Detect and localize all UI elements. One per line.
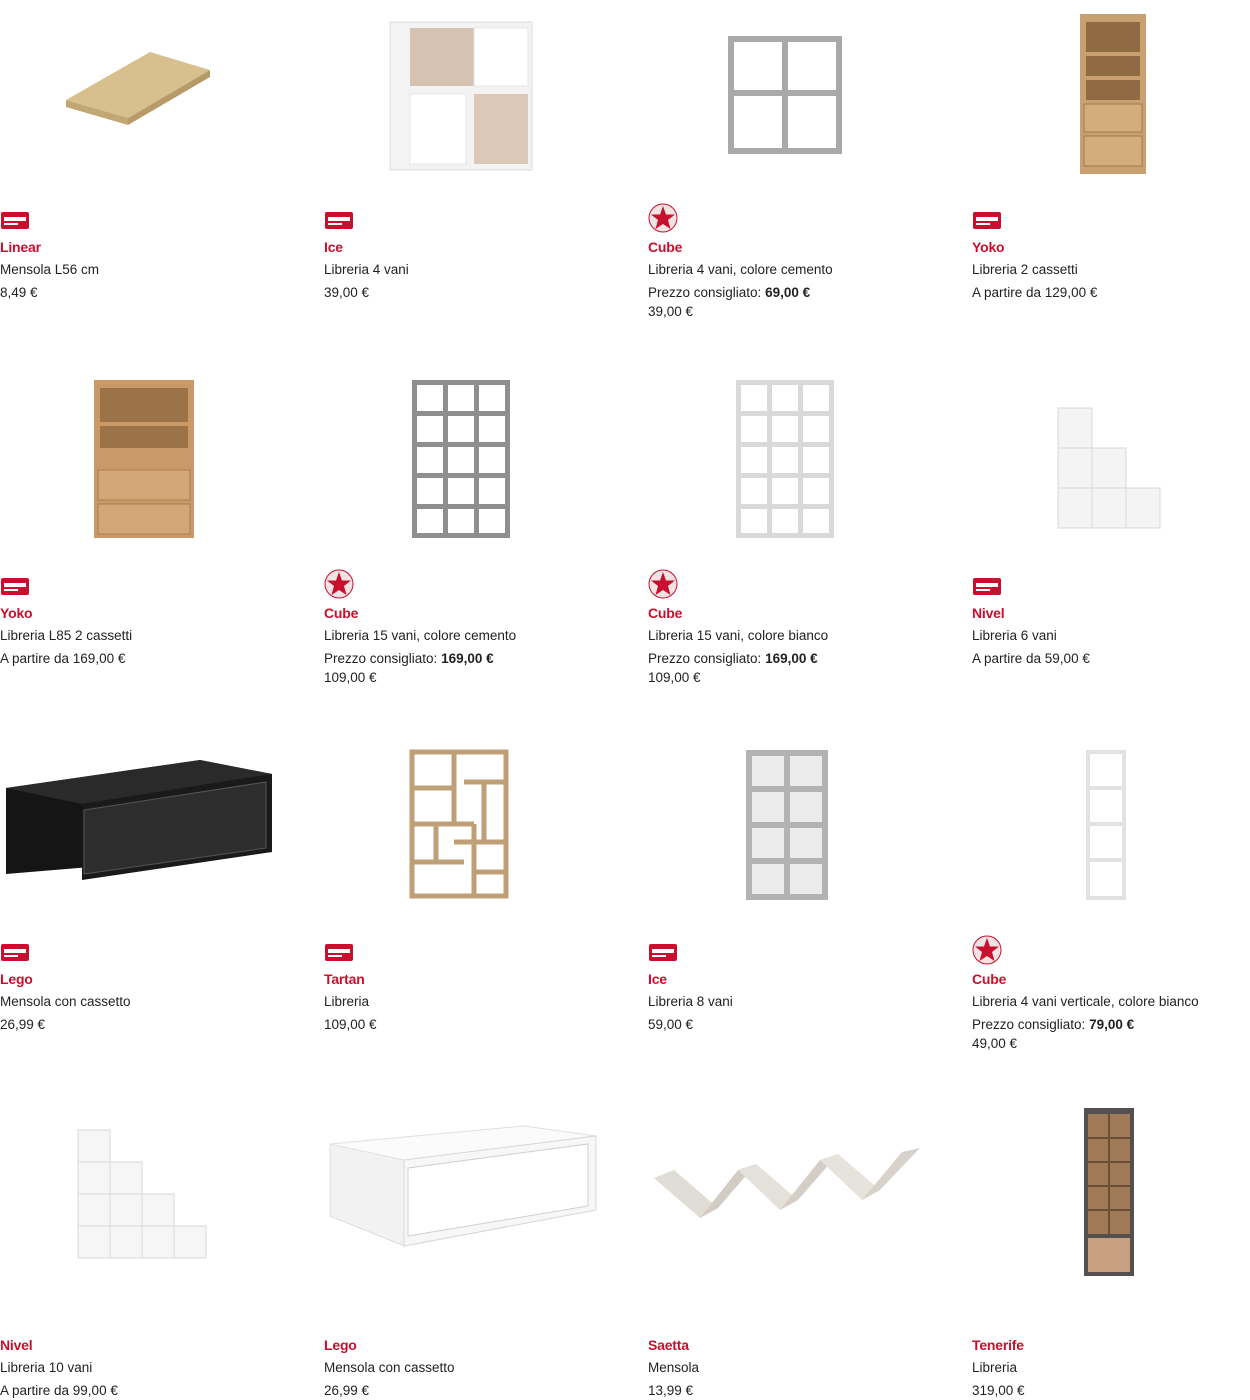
product-image-tall-bookcase[interactable]	[972, 0, 1250, 185]
product-price: A partire da 59,00 €	[972, 651, 1090, 666]
product-price: A partire da 129,00 €	[972, 285, 1098, 300]
product-image-bookcase[interactable]	[324, 0, 604, 185]
product-image-cube-15-grey[interactable]	[324, 366, 604, 551]
product-image-ice-8[interactable]	[648, 732, 928, 917]
product-price: 109,00 €	[648, 670, 701, 685]
product-name[interactable]: Libreria	[972, 1360, 1018, 1375]
product-brand[interactable]: Yoko	[972, 239, 1005, 255]
product-brand[interactable]: Cube	[648, 605, 683, 621]
price-label: Prezzo consigliato:	[324, 651, 438, 666]
card-badge-icon	[324, 937, 354, 967]
card-badge-icon	[0, 205, 30, 235]
product-brand[interactable]: Tartan	[324, 971, 365, 987]
product-image-tenerife-bookcase[interactable]	[972, 1098, 1250, 1283]
price-label: Prezzo consigliato:	[648, 651, 762, 666]
product-name[interactable]: Mensola	[648, 1360, 700, 1375]
best-star-icon	[648, 203, 678, 233]
product-name[interactable]: Libreria 4 vani, colore cemento	[648, 262, 833, 277]
product-price: A partire da 169,00 €	[0, 651, 126, 666]
product-name[interactable]: Libreria 15 vani, colore cemento	[324, 628, 517, 643]
product-brand[interactable]: Lego	[0, 971, 33, 987]
product-name[interactable]: Libreria L85 2 cassetti	[0, 628, 133, 643]
list-price-value: 79,00 €	[1089, 1017, 1135, 1032]
price-label: Prezzo consigliato:	[972, 1017, 1086, 1032]
product-brand[interactable]: Nivel	[972, 605, 1005, 621]
product-price: 26,99 €	[0, 1017, 46, 1032]
product-name[interactable]: Libreria 4 vani	[324, 262, 409, 277]
best-star-icon	[324, 569, 354, 599]
product-name[interactable]: Libreria 6 vani	[972, 628, 1057, 643]
product-price: 13,99 €	[648, 1383, 694, 1398]
product-list-price	[972, 1017, 1134, 1032]
product-name[interactable]: Mensola con cassetto	[0, 994, 131, 1009]
product-brand[interactable]: Ice	[324, 239, 343, 255]
product-image-shelf[interactable]	[0, 0, 280, 185]
list-price-value: 69,00 €	[765, 285, 811, 300]
product-brand[interactable]: Cube	[972, 971, 1007, 987]
product-name[interactable]: Mensola L56 cm	[0, 262, 100, 277]
product-price: 26,99 €	[324, 1383, 370, 1398]
product-image-step-shelf-10[interactable]	[0, 1098, 280, 1283]
product-image-black-drawer-shelf[interactable]	[0, 732, 280, 917]
card-badge-icon	[0, 571, 30, 601]
product-image-zigzag-shelf[interactable]	[648, 1098, 928, 1283]
product-price: 49,00 €	[972, 1036, 1018, 1051]
product-name[interactable]: Libreria 15 vani, colore bianco	[648, 628, 829, 643]
product-list-price	[648, 651, 818, 666]
product-brand[interactable]: Cube	[324, 605, 359, 621]
list-price-value: 169,00 €	[441, 651, 494, 666]
product-brand[interactable]: Lego	[324, 1337, 357, 1353]
product-name[interactable]: Libreria 4 vani verticale, colore bianco	[972, 994, 1199, 1009]
product-price: 39,00 €	[324, 285, 370, 300]
product-image-tartan-bookcase[interactable]	[324, 732, 604, 917]
product-image-step-shelf-6[interactable]	[972, 366, 1250, 551]
product-name[interactable]: Libreria 8 vani	[648, 994, 733, 1009]
product-brand[interactable]: Tenerife	[972, 1337, 1024, 1353]
product-brand[interactable]: Nivel	[0, 1337, 33, 1353]
product-image-cube-4-vertical[interactable]	[972, 732, 1250, 917]
product-brand[interactable]: Ice	[648, 971, 667, 987]
product-price: 8,49 €	[0, 285, 38, 300]
card-badge-icon	[648, 937, 678, 967]
card-badge-icon	[972, 205, 1002, 235]
product-name[interactable]: Libreria 2 cassetti	[972, 262, 1078, 277]
product-image-white-drawer-shelf[interactable]	[324, 1098, 604, 1283]
product-price: 319,00 €	[972, 1383, 1025, 1398]
best-star-icon	[972, 935, 1002, 965]
product-list-price	[324, 651, 494, 666]
list-price-value: 169,00 €	[765, 651, 818, 666]
card-badge-icon	[972, 571, 1002, 601]
product-price: 109,00 €	[324, 670, 377, 685]
price-label: Prezzo consigliato:	[648, 285, 762, 300]
product-price: 109,00 €	[324, 1017, 377, 1032]
product-brand[interactable]: Saetta	[648, 1337, 689, 1353]
product-image-cube-15-white[interactable]	[648, 366, 928, 551]
best-star-icon	[648, 569, 678, 599]
product-name[interactable]: Libreria 10 vani	[0, 1360, 93, 1375]
product-brand[interactable]: Yoko	[0, 605, 33, 621]
card-badge-icon	[324, 205, 354, 235]
product-image-cube-4[interactable]	[648, 0, 928, 185]
product-brand[interactable]: Cube	[648, 239, 683, 255]
product-name[interactable]: Libreria	[324, 994, 370, 1009]
product-price: A partire da 99,00 €	[0, 1383, 118, 1398]
card-badge-icon	[0, 937, 30, 967]
product-list-price	[648, 285, 810, 300]
product-image-bookcase-drawers[interactable]	[0, 366, 280, 551]
product-price: 39,00 €	[648, 304, 694, 319]
product-brand[interactable]: Linear	[0, 239, 41, 255]
product-price: 59,00 €	[648, 1017, 694, 1032]
product-name[interactable]: Mensola con cassetto	[324, 1360, 455, 1375]
